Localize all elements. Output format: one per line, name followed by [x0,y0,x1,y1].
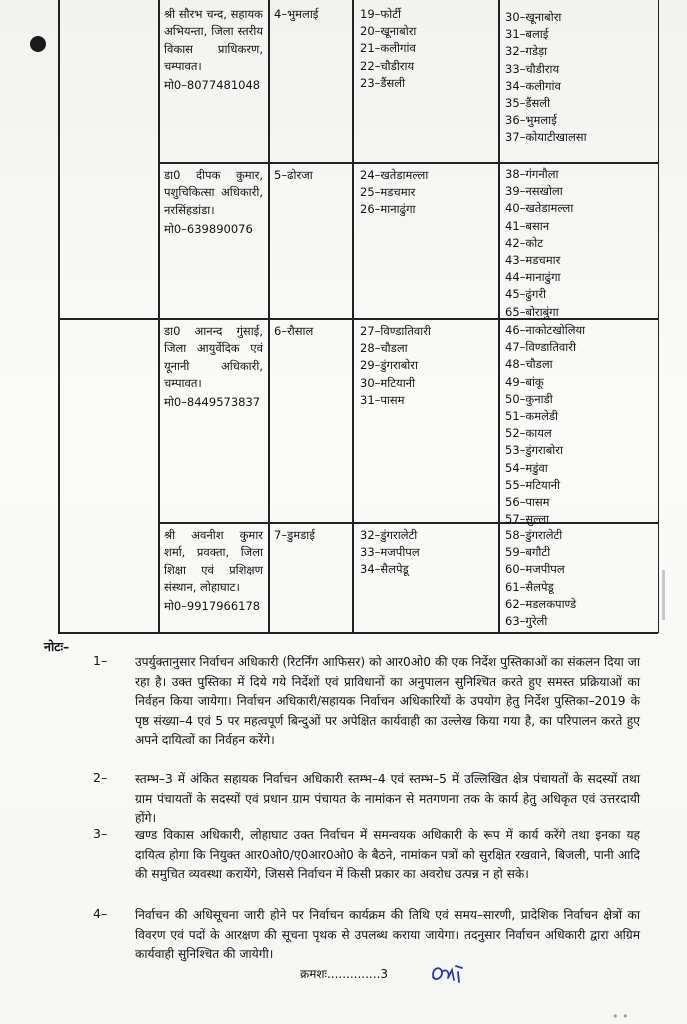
punch-hole [30,36,46,52]
panchayat-area-list [360,6,416,92]
list-item: 42–कोट [505,235,543,250]
list-item: 65–बोराबुंगा [505,304,559,319]
officer-text: श्री सौरभ चन्द, सहायक अभियन्ता, जिला स्तरीय विकास प्राधिकरण, चम्पावत। [164,7,263,73]
list-item: 20–खूनाबोरा [360,24,417,39]
list-item: 40–खतेडामल्ला [505,201,574,216]
note-text: निर्वाचन की अधिसूचना जारी होने पर निर्वाचन कार्यक्रम की तिथि एवं समय–सारणी, प्रादेशिक निर्वाचन क्षेत्रों का विवरण एवं पदों के आरक्षण की सूचना पृथक से उपलब्ध कराया जायेगा। तदनुसार निर्वाचन अधिकारी द्वारा अग्रिम कार्यवाही सुनिश्चित की जायेगी। [135,908,640,961]
list-item: 63–गुरेली [505,614,548,629]
list-item: 62–मडलकपाण्डे [505,596,577,611]
list-item: 45–ढुंगरी [505,287,547,302]
block-name: 6–रौसाल [274,324,314,338]
list-item: 36–भुमलाई [505,113,557,128]
officer-text: डा0 दीपक कुमार, पशुचिकित्सा अधिकारी, नरसिंहडांडा। [164,168,263,217]
list-item: 33–चौडीराय [505,61,560,76]
note-number: 3– [93,826,108,841]
officer-phone: मो0–9917966178 [164,599,261,614]
list-item: 23–डैंसली [360,75,406,90]
list-item: 41–बसान [505,218,550,233]
list-item: 50–कुनाडी [505,391,553,406]
block-name: 4–भुमलाई [274,7,319,21]
list-item: 52–कायल [505,426,552,441]
list-item: 19–फोर्टी [360,7,402,21]
list-item: 21–कलीगांव [360,41,416,56]
page-fold-mark [662,570,665,620]
list-item: 31–पासम [360,392,405,407]
list-item: 61–सैलपेडू [505,579,554,594]
gram-panchayat-list [505,527,576,630]
list-item: 32–गडेड़ा [505,44,548,59]
panchayat-area-list [360,323,431,409]
list-item: 33–मजपीपल [360,545,420,560]
list-item: 43–मडचमार [505,253,561,268]
gram-panchayat-list [505,322,585,528]
list-item: 39–नसखोला [505,184,563,199]
list-item: 57–सुल्ला [505,512,550,527]
list-item: 44–मानाढुंगा [505,270,561,285]
gram-panchayat-list [505,9,587,147]
officer-cell [164,527,263,615]
panchayat-area-list [360,527,420,579]
gram-panchayat-list [505,166,573,321]
list-item: 37–कोयाटीखालसा [505,130,587,145]
list-item: 29–डुंगराबोरा [360,358,418,373]
signature [428,962,468,988]
list-item: 49–बांकू [505,374,544,389]
list-item: 28–चौडला [360,341,408,356]
list-item: 46–नाकोटखोलिया [505,323,586,337]
officer-text: श्री अवनीश कुमार शर्मा, प्रवक्ता, जिला शिक्षा एवं प्रशिक्षण संस्थान, लोहाघाट। [164,528,263,594]
officer-cell [164,6,263,94]
list-item: 48–चौडला [505,357,553,372]
list-item: 32–डुंगरालेटी [360,528,418,542]
list-item: 38–गंगनौला [505,167,559,181]
note-number: 1– [93,653,108,668]
list-item: 27–विण्डातिवारी [360,324,431,338]
page-mark: • • [612,1010,629,1023]
list-item: 34–सैलपेडू [360,562,409,577]
list-item: 47–विण्डातिवारी [505,340,576,355]
officer-phone: मो0–8077481048 [164,78,261,93]
officer-cell [164,167,263,238]
list-item: 26–मानाढुंगा [360,202,416,217]
note-number: 2– [93,770,108,785]
list-item: 30–खूनाबोरा [505,10,562,24]
block-name: 5–ढोरजा [274,168,313,182]
list-item: 34–कलीगांव [505,78,561,93]
note-text: उपर्युक्तानुसार निर्वाचन अधिकारी (रिटर्निंग आफिसर) को आर0ओ0 की एक निर्देश पुस्तिकाओं का संकलन दिया जा रहा है। उक्त पुस्तिका में दिये गये निर्देशों एवं प्राविधानों का अनुपालन सुनिश्चित करते हुए समस्त प्रक्रियाओं का निर्वहन किया जायेगा। निर्वाचन अधिकारी/सहायक निर्वाचन अधिकारियों के उपयोग हेतु निर्देश पुस्तिका–2019 के पृष्ठ संख्या–4 एवं 5 पर महत्वपूर्ण बिन्दुओं पर अपेक्षित कार्यवाही का उल्लेख किया गया है, का परिपालन करते हुए अपने दायित्वों का निर्वहन करेंगे। [135,655,640,747]
list-item: 22–चौडीराय [360,58,415,73]
officer-table [58,0,659,633]
officer-phone: मो0–639890076 [164,221,253,236]
list-item: 59–बगौटी [505,545,551,560]
list-item: 25–मडचमार [360,185,416,200]
list-item: 58–डुंगरालेटी [505,528,563,542]
officer-phone: मो0–8449573837 [164,395,261,410]
list-item: 24–खतेडामल्ला [360,168,429,182]
notes-heading: नोटः– [44,639,70,654]
list-item: 51–कमलेडी [505,409,559,424]
officer-cell [164,323,263,411]
panchayat-area-list [360,167,428,219]
list-item: 35–डैंसली [505,96,551,111]
list-item: 54–मडुंवा [505,460,548,475]
list-item: 53–डुंगराबोरा [505,443,563,458]
note-text: स्तम्भ–3 में अंकित सहायक निर्वाचन अधिकारी स्तम्भ–4 एवं स्तम्भ–5 में उल्लिखित क्षेत्र पंचायतों के सदस्यों तथा ग्राम पंचायतों के सदस्यों एवं प्रधान ग्राम पंचायत के नामांकन से मतगणना तक के कार्य हेतु अधिकृत एवं उत्तरदायी होंगे। [135,772,640,825]
list-item: 60–मजपीपल [505,562,565,577]
officer-text: डा0 आनन्द गुंसाई, जिला आयुर्वेदिक एवं यूनानी अधिकारी, चम्पावत। [164,324,263,390]
list-item: 55–मटियानी [505,477,561,492]
note-number: 4– [93,906,108,921]
list-item: 56–पासम [505,495,550,510]
block-name: 7–डुमडाई [274,528,315,542]
note-text: खण्ड विकास अधिकारी, लोहाघाट उक्त निर्वाचन में समन्वयक अधिकारी के रूप में कार्य करेंगे तथा इनका यह दायित्व होगा कि नियुक्त आर0ओ0/ए0आर0ओ0 के बैठने, नामांकन पत्रों को सुरक्षित रखवाने, बिजली, पानी आदि की समुचित व्यवस्था करायेंगे, जिससे निर्वाचन में किसी प्रकार का अवरोध उत्पन्न न हो सके। [135,828,640,881]
continuation-marker: क्रमशः..............3 [300,967,389,981]
list-item: 30–मटियानी [360,375,416,390]
list-item: 31–बलाई [505,27,549,42]
